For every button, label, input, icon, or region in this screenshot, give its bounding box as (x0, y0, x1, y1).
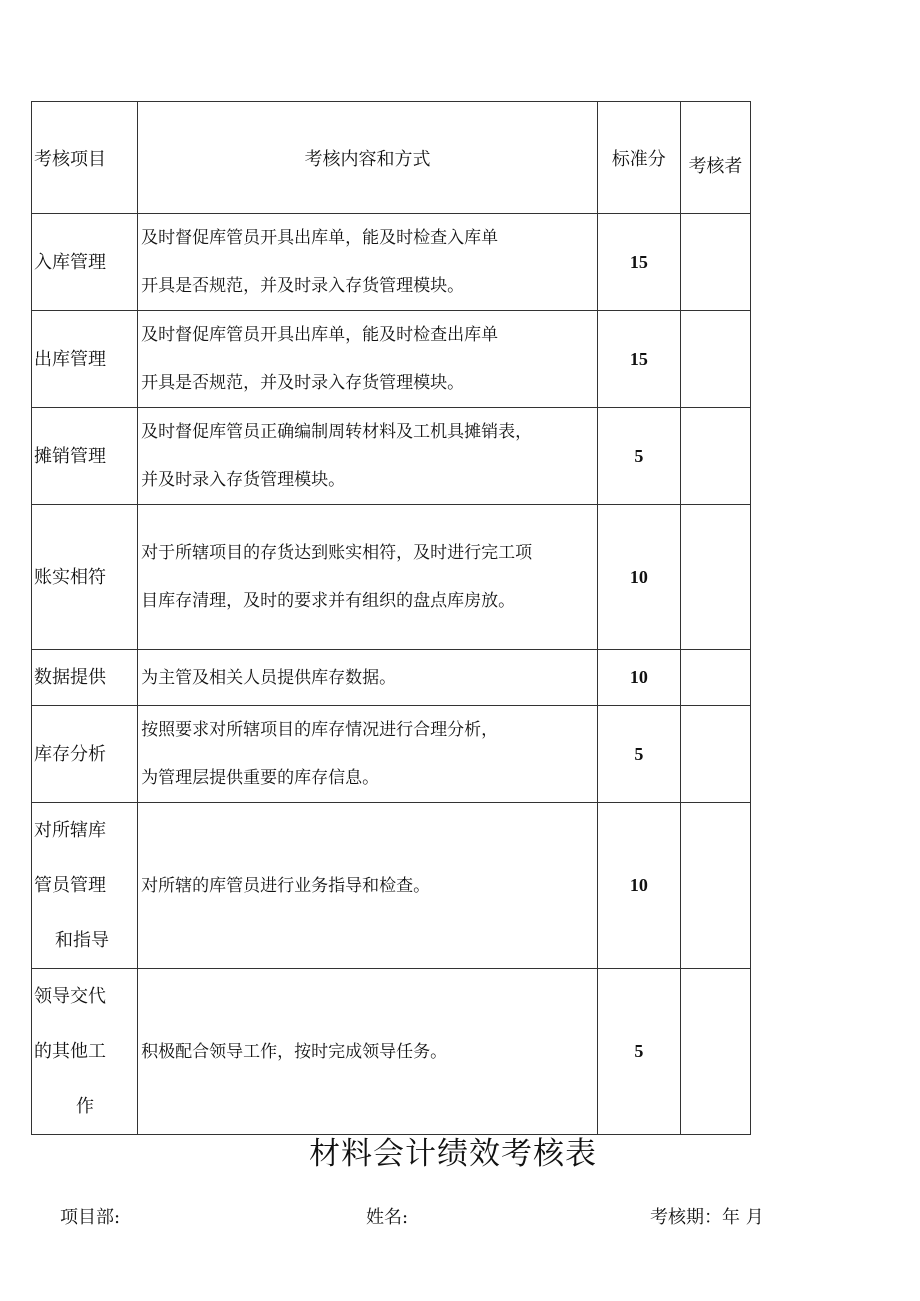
table-row (32, 706, 751, 803)
row-rater (680, 505, 750, 650)
row-item-line: 摊销管理 (34, 445, 106, 467)
table-row (32, 408, 751, 505)
table-row (32, 505, 751, 650)
row-rater (680, 706, 750, 803)
row-item-line: 出库管理 (34, 348, 106, 370)
row-content (138, 706, 598, 803)
row-content (138, 650, 598, 706)
row-item-line: 领导交代 (34, 986, 106, 1007)
row-content (138, 311, 598, 408)
row-item (32, 650, 138, 706)
row-rater (680, 969, 750, 1135)
row-item (32, 803, 138, 969)
row-score: 5 (597, 969, 680, 1135)
row-content-line: 及时督促库管员开具出库单，能及时检查出库单 (141, 325, 499, 345)
row-content-line: 按照要求对所辖项目的库存情况进行合理分析， (141, 720, 499, 740)
row-score: 15 (597, 214, 680, 311)
row-score: 10 (597, 650, 680, 706)
row-score: 10 (597, 803, 680, 969)
project-dept-label: 项目部: (60, 1207, 121, 1228)
row-item-line: 库存分析 (34, 743, 106, 765)
row-content (138, 803, 598, 969)
period-label: 考核期：年 月 (650, 1207, 764, 1228)
row-content-line: 为管理层提供重要的库存信息。 (141, 768, 380, 788)
row-item-line: 账实相符 (34, 566, 106, 588)
row-rater (680, 803, 750, 969)
header-score: 标准分 (597, 102, 680, 214)
row-item (32, 214, 138, 311)
row-content-line: 及时督促库管员开具出库单，能及时检查入库单 (141, 228, 499, 248)
row-content-line: 对于所辖项目的存货达到账实相符，及时进行完工项 (141, 543, 533, 563)
row-content-line: 目库存清理，及时的要求并有组织的盘点库房放。 (141, 591, 516, 611)
row-score: 5 (597, 408, 680, 505)
header-item: 考核项目 (32, 102, 138, 214)
assessment-table (31, 101, 751, 1135)
row-item-line: 的其他工 (34, 1041, 106, 1062)
row-content-line: 及时督促库管员正确编制周转材料及工机具摊销表， (141, 422, 533, 442)
header-rater: 考核者 (680, 102, 750, 214)
row-content-line: 对所辖的库管员进行业务指导和检查。 (141, 875, 431, 896)
row-item-line: 数据提供 (34, 667, 106, 688)
row-item (32, 311, 138, 408)
row-item (32, 969, 138, 1135)
row-item-line: 对所辖库 (34, 820, 106, 841)
row-item-line: 和指导 (55, 930, 109, 951)
row-score: 15 (597, 311, 680, 408)
row-content-line: 为主管及相关人员提供库存数据。 (141, 667, 397, 688)
table-row (32, 650, 751, 706)
row-content (138, 214, 598, 311)
row-item (32, 505, 138, 650)
name-label: 姓名: (366, 1207, 409, 1228)
row-score: 5 (597, 706, 680, 803)
row-content (138, 969, 598, 1135)
row-content-line: 并及时录入存货管理模块。 (141, 470, 346, 490)
header-content: 考核内容和方式 (138, 102, 598, 214)
row-rater (680, 214, 750, 311)
table-row (32, 214, 751, 311)
row-item-line: 入库管理 (34, 251, 106, 273)
row-item (32, 408, 138, 505)
table-row (32, 803, 751, 969)
row-content-line: 积极配合领导工作，按时完成领导任务。 (141, 1041, 448, 1062)
table-row (32, 969, 751, 1135)
row-content (138, 408, 598, 505)
row-rater (680, 408, 750, 505)
document-title: 材料会计绩效考核表 (309, 1136, 597, 1172)
table-header-row (32, 102, 751, 214)
row-item (32, 706, 138, 803)
row-content-line: 开具是否规范，并及时录入存货管理模块。 (141, 373, 465, 393)
row-item-line: 管员管理 (34, 875, 106, 896)
table-row (32, 311, 751, 408)
row-rater (680, 650, 750, 706)
row-score: 10 (597, 505, 680, 650)
row-item-line: 作 (76, 1096, 94, 1117)
row-content (138, 505, 598, 650)
row-rater (680, 311, 750, 408)
row-content-line: 开具是否规范，并及时录入存货管理模块。 (141, 276, 465, 296)
